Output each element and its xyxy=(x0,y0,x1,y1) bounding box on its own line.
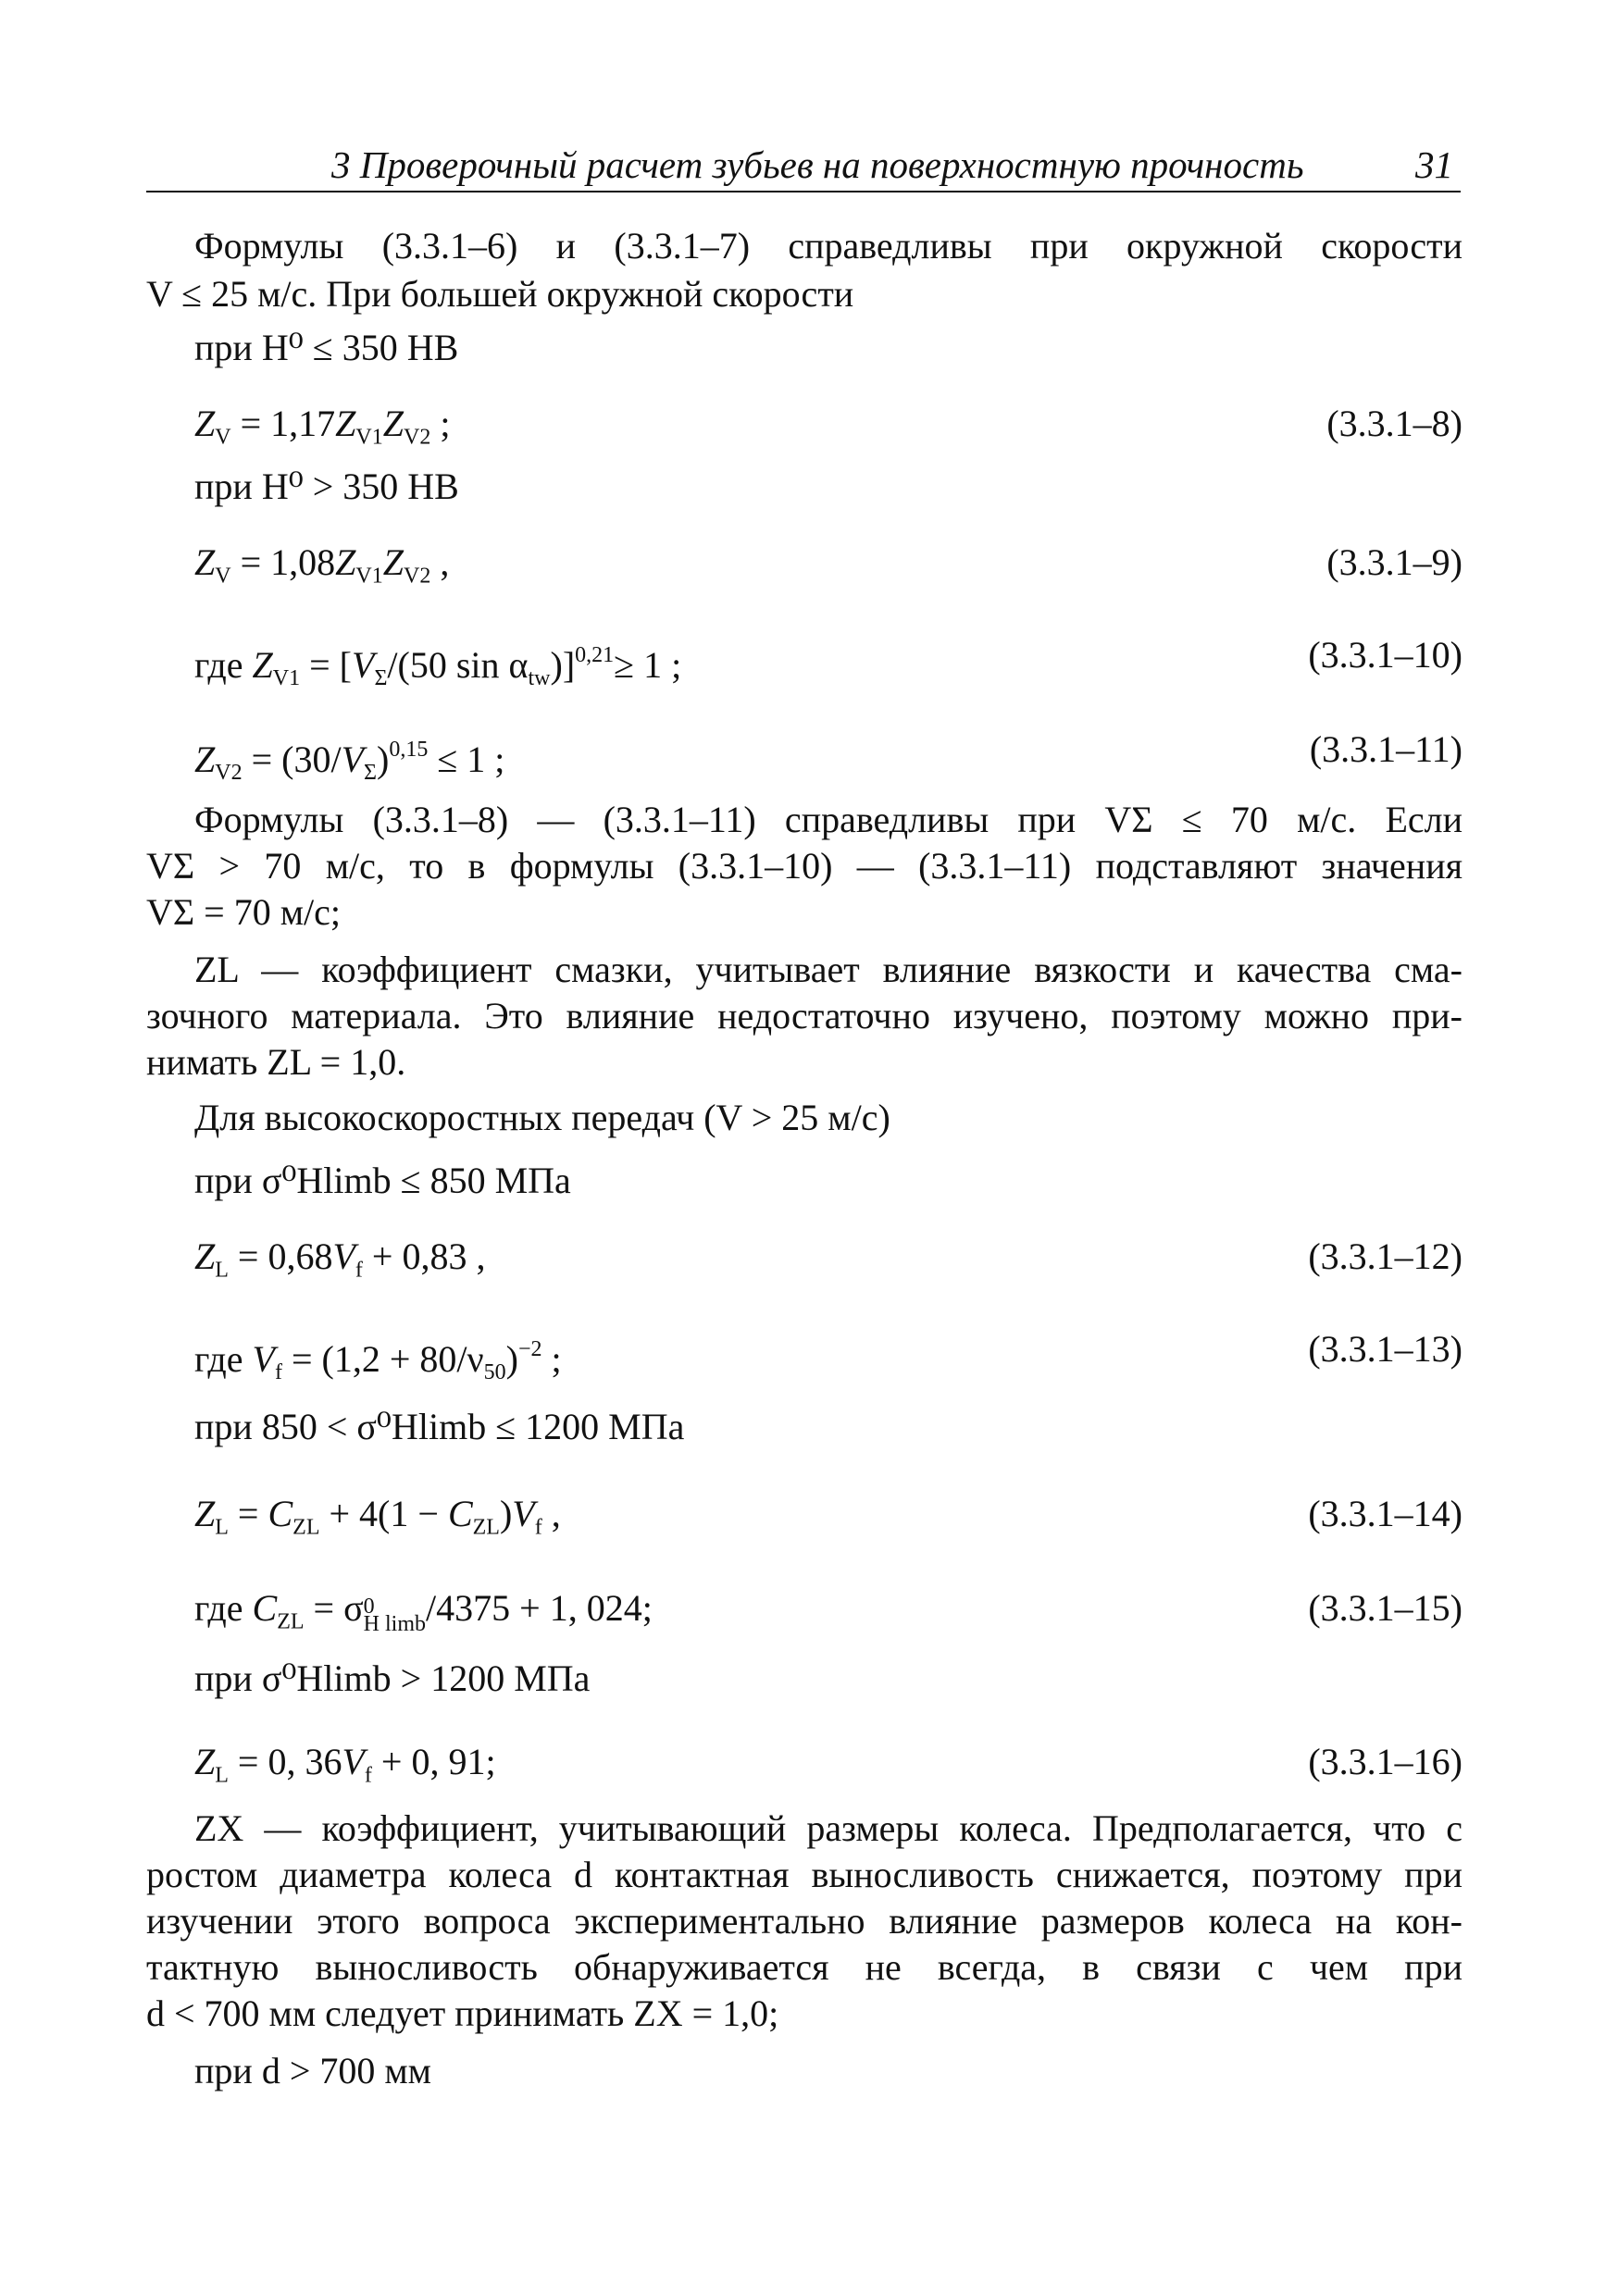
equation-formula: $Z_V = 1,08Z_{V1}Z_{V2}$ , xyxy=(194,541,450,589)
condition-line: при d > 700 мм xyxy=(194,2050,431,2091)
paragraph-line: VΣ = 70 м/с; xyxy=(146,891,342,933)
equation-row xyxy=(194,1736,1462,1788)
paragraph-line: ростом диаметра колеса d контактная выносливость снижается, поэтому при xyxy=(146,1854,1462,1895)
condition-line: при σ⁰Hlimb ≤ 850 МПа xyxy=(194,1160,571,1201)
paragraph-line: ZX — коэффициент, учитывающий размеры колеса. Предполагается, что с xyxy=(194,1807,1462,1849)
equation-row xyxy=(194,629,1462,691)
paragraph-line: ZL — коэффициент смазки, учитывает влияние вязкости и качества сма- xyxy=(194,949,1462,990)
paragraph-line: VΣ > 70 м/с, то в формулы (3.3.1–10) — (3.3.1–11) подставляют значения xyxy=(146,845,1462,887)
paragraph-line: V ≤ 25 м/с. При большей окружной скорости xyxy=(146,273,854,315)
equation-number: (3.3.1–12) xyxy=(1308,1235,1462,1277)
equation-number: (3.3.1–15) xyxy=(1308,1587,1462,1629)
paragraph-line: d < 700 мм следует принимать ZX = 1,0; xyxy=(146,1992,779,2034)
equation-row xyxy=(194,398,1462,450)
equation-formula: где $V_f = (1,2 + 80/\nu_{50})^{-2}$ ; xyxy=(194,1337,562,1385)
equation-formula: $Z_V = 1,17Z_{V1}Z_{V2}$ ; xyxy=(194,403,451,450)
equation-row xyxy=(194,537,1462,589)
paragraph-line: Для высокоскоростных передач (V > 25 м/с) xyxy=(194,1097,890,1138)
equation-number: (3.3.1–13) xyxy=(1308,1328,1462,1370)
equation-row xyxy=(194,1231,1462,1283)
equation-row xyxy=(194,1323,1462,1385)
equation-number: (3.3.1–14) xyxy=(1308,1493,1462,1534)
condition-line: при H⁰ > 350 HB xyxy=(194,465,459,507)
equation-formula: $Z_L = 0$, $36V_f + 0$, 91; xyxy=(194,1741,496,1788)
condition-line: при σ⁰Hlimb > 1200 МПа xyxy=(194,1657,591,1699)
equation-formula: где $C_{ZL} = \sigma$ 0 H limb /4375 + 1, 024; xyxy=(194,1587,653,1636)
paragraph-line: нимать ZL = 1,0. xyxy=(146,1041,406,1083)
equation-formula: $Z_L = 0,68V_f + 0,83$ , xyxy=(194,1235,486,1283)
equation-number: (3.3.1–8) xyxy=(1326,403,1462,444)
equation-formula: где $Z_{V1} = [V_\Sigma/(50$ $\sin \alpha_{tw})]^{0,21}\ge 1$ ; xyxy=(194,643,682,691)
equation-row xyxy=(194,1488,1462,1540)
condition-line: при 850 < σ⁰Hlimb ≤ 1200 МПа xyxy=(194,1406,685,1447)
equation-number: (3.3.1–16) xyxy=(1308,1741,1462,1782)
paragraph-line: Формулы (3.3.1–8) — (3.3.1–11) справедливы при VΣ ≤ 70 м/с. Если xyxy=(194,799,1462,840)
equation-number: (3.3.1–10) xyxy=(1308,634,1462,676)
paragraph-line: тактную выносливость обнаруживается не всегда, в связи с чем при xyxy=(146,1946,1462,1988)
equation-row xyxy=(194,1582,1462,1634)
paragraph-line: зочного материала. Это влияние недостаточно изучено, поэтому можно при- xyxy=(146,995,1462,1036)
page-number: 31 xyxy=(1415,143,1453,186)
chapter-title: 3 Проверочный расчет зубьев на поверхностную прочность xyxy=(331,143,1304,186)
condition-line: при H⁰ ≤ 350 HB xyxy=(194,327,459,368)
paragraph-line: Формулы (3.3.1–6) и (3.3.1–7) справедливы при окружной скорости xyxy=(194,225,1462,267)
running-header xyxy=(146,139,1461,192)
equation-formula: $Z_{V2} = (30/V_\Sigma)^{0,15} \le 1$ ; xyxy=(194,738,505,786)
equation-row xyxy=(194,724,1462,786)
equation-number: (3.3.1–11) xyxy=(1309,728,1462,770)
equation-formula: $Z_L = C_{ZL} + 4(1 - C_{ZL})V_f$ , xyxy=(194,1493,561,1540)
paragraph-line: изучении этого вопроса экспериментально влияние размеров колеса на кон- xyxy=(146,1900,1462,1942)
equation-number: (3.3.1–9) xyxy=(1326,541,1462,583)
